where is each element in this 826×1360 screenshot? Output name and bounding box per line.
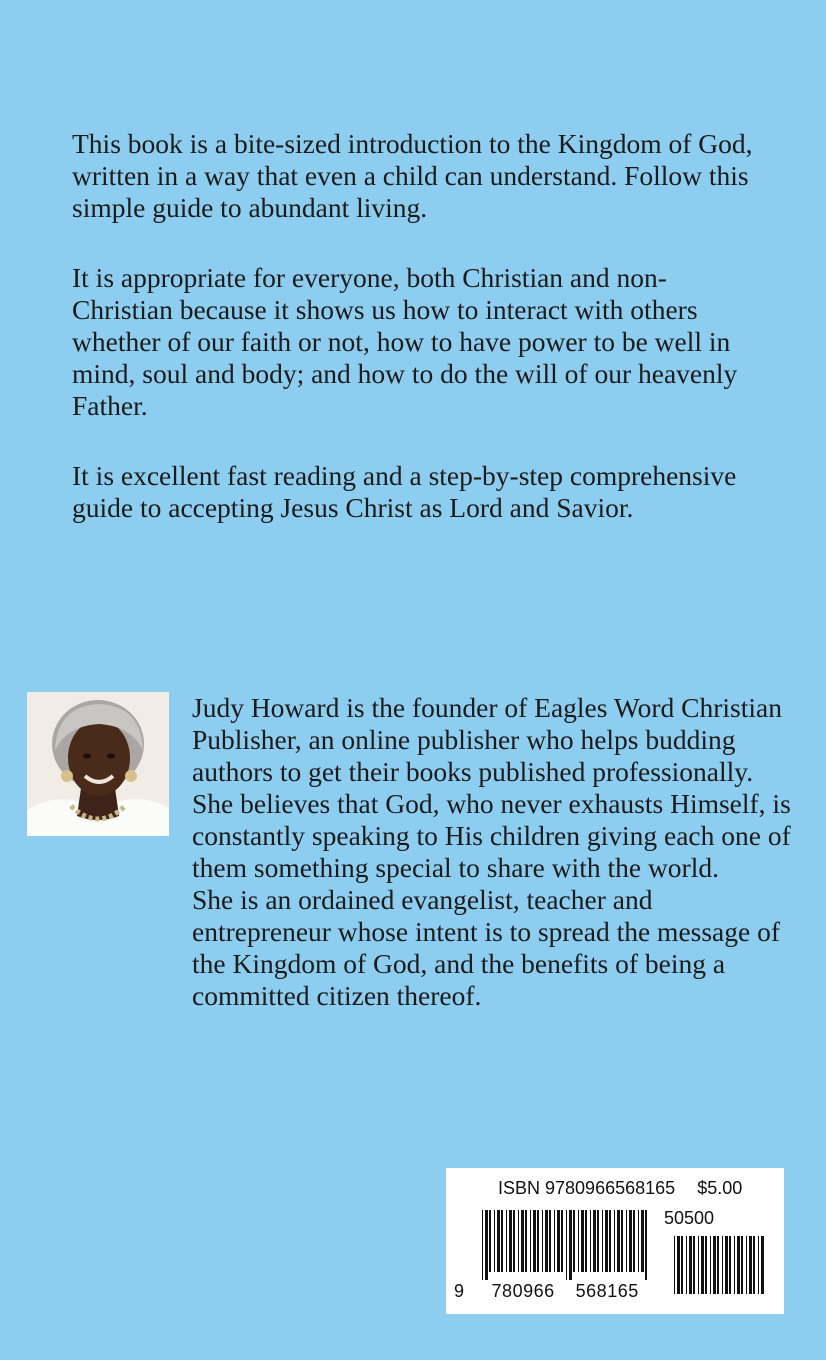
bio-paragraph-2: She believes that God, who never exhausts Himself, is constantly speaking to His children giving each one of them something special to share with the world. — [192, 788, 791, 883]
isbn-label: ISBN 9780966568165 — [498, 1178, 676, 1198]
price-code: 50500 — [664, 1208, 715, 1228]
bio-paragraph-1: Judy Howard is the founder of Eagles Word Christian Publisher, an online publisher who helps budding authors to get their books published professionally. — [192, 692, 782, 787]
author-bio — [192, 692, 792, 1012]
isbn-barcode-box — [446, 1168, 784, 1314]
isbn-digits-group1: 780966 — [491, 1281, 555, 1301]
blurb-paragraph-3: It is excellent fast reading and a step-by-step comprehensive guide to accepting Jesus Christ as Lord and Savior. — [72, 460, 737, 523]
isbn-digits — [454, 1281, 639, 1302]
bio-paragraph-3: She is an ordained evangelist, teacher and entrepreneur whose intent is to spread the message of the Kingdom of God, and the benefits of being a committed citizen thereof. — [192, 884, 781, 1011]
price-label: $5.00 — [697, 1178, 743, 1198]
isbn-digit-first: 9 — [454, 1281, 465, 1301]
author-photo — [27, 692, 169, 836]
blurb-paragraph-1: This book is a bite-sized introduction to the Kingdom of God, written in a way that even a child can understand. Follow this simple guide to abundant living. — [72, 128, 753, 223]
blurb-paragraph-2: It is appropriate for everyone, both Christian and non-Christian because it shows us how to interact with others whether of our faith or not, how to have power to be well in mind, soul and body; and how to do the will of our heavenly Father. — [72, 262, 738, 421]
isbn-digits-group2: 568165 — [575, 1281, 639, 1301]
back-cover-blurb — [72, 128, 762, 562]
